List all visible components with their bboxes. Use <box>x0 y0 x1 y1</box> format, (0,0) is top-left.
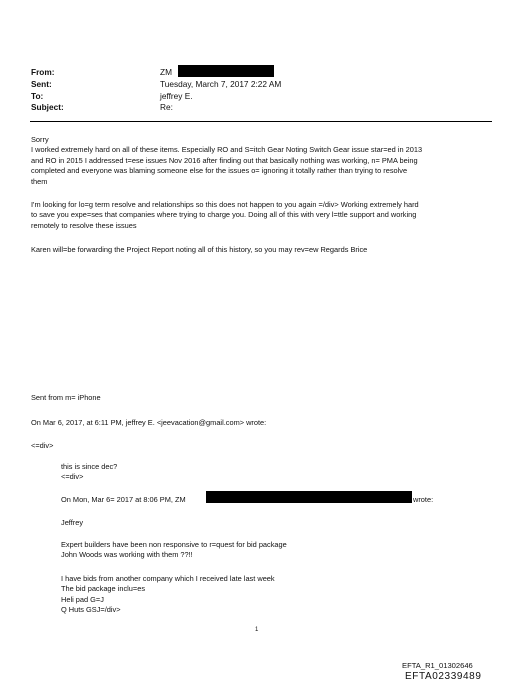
subject-label: Subject: <box>31 102 64 112</box>
body-line: them <box>31 176 48 186</box>
quoted-line: this is since dec? <box>61 462 118 471</box>
quoted-line: I have bids from another company which I received late last week <box>61 574 275 583</box>
quoted-line: John Woods was working with them ??!! <box>61 550 193 560</box>
body-line: I worked extremely hard on all of these items. Especially RO and S=itch Gear Noting Switch Gear issue star=ed in 2013 <box>31 145 423 155</box>
body-paragraph-2 <box>31 200 419 231</box>
quote-attribution: On Mar 6, 2017, at 6:11 PM, jeffrey E. <jeevacation@gmail.com> wrote: <box>31 418 267 427</box>
sent-from-line: Sent from m= iPhone <box>31 393 101 402</box>
body-line: and RO in 2015 I addressed t=ese issues Nov 2016 after finding out that basically nothing was working, n= PMA being <box>31 155 418 165</box>
redaction-box <box>206 491 412 503</box>
header-divider <box>30 121 492 122</box>
redaction-box <box>178 65 274 77</box>
bates-number-small: EFTA_R1_01302646 <box>402 661 473 670</box>
from-label: From: <box>31 67 55 77</box>
page-number: 1 <box>255 627 259 633</box>
sent-value: Tuesday, March 7, 2017 2:22 AM <box>160 79 282 89</box>
body-line: I'm looking for lo=g term resolve and relationships so this does not happen to you again =/div> Working extremely hard <box>31 200 419 209</box>
to-value: jeffrey E. <box>160 91 193 101</box>
quoted-wrote: wrote: <box>413 495 434 504</box>
quoted-paragraph-2 <box>61 574 275 616</box>
quoted-line: Q Huts GSJ=/div> <box>61 605 121 615</box>
from-value: ZM <box>160 67 172 77</box>
body-line: to save you expe=ses that companies where trying to charge you. Doing all of this with very l=ttle support and working <box>31 210 417 220</box>
subject-value: Re: <box>160 102 173 112</box>
div-tag-line: <=div> <box>31 441 54 450</box>
to-label: To: <box>31 91 44 101</box>
body-line: completed and everyone was blaming someone else for the issues o= ignoring it totally rather than trying to resolve <box>31 166 408 176</box>
bates-number-large: EFTA02339489 <box>405 671 482 682</box>
body-paragraph-1 <box>31 135 422 187</box>
quoted-line: Heli pad G=J <box>61 594 104 604</box>
body-line: remotely to resolve these issues <box>31 220 137 230</box>
quoted-line: Expert builders have been non responsive to r=quest for bid package <box>61 540 287 549</box>
quoted-greeting: Jeffrey <box>61 518 84 527</box>
body-paragraph-3: Karen will=be forwarding the Project Report noting all of this history, so you may rev=ew Regards Brice <box>31 245 368 254</box>
quoted-question <box>61 462 117 483</box>
sent-label: Sent: <box>31 79 52 89</box>
quoted-paragraph-1 <box>61 540 287 561</box>
quoted-line: The bid package inclu=es <box>61 584 146 594</box>
quoted-line: <=div> <box>61 472 84 482</box>
quoted-attribution: On Mon, Mar 6= 2017 at 8:06 PM, ZM <box>61 495 186 504</box>
body-line: Sorry <box>31 135 49 144</box>
